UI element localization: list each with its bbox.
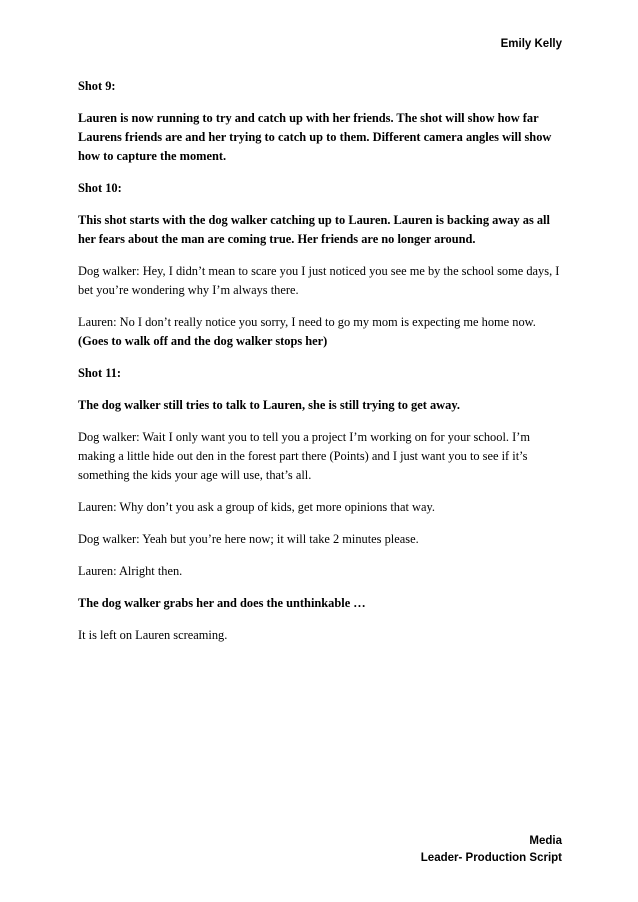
shot10-description: This shot starts with the dog walker catching up to Lauren. Lauren is backing away as all her fears about the man are coming true. Her friends are no longer around. xyxy=(78,213,550,246)
shot9-description: Lauren is now running to try and catch up with her friends. The shot will show how far Laurens friends are and her trying to catch up to them. Different camera angles will show how to capture the moment. xyxy=(78,111,552,163)
shot11-description: The dog walker still tries to talk to Lauren, she is still trying to get away. xyxy=(78,398,460,412)
footer-line-2: Leader- Production Script xyxy=(420,852,562,864)
script-body xyxy=(78,77,564,658)
dialogue-dog-walker-1: Dog walker: Hey, I didn’t mean to scare you I just noticed you see me by the school some days, I bet you’re wondering why I’m always there. xyxy=(78,264,560,297)
footer xyxy=(421,833,562,867)
stage-direction-2: The dog walker grabs her and does the unthinkable … xyxy=(78,596,366,610)
shot9-heading: Shot 9: xyxy=(78,79,116,93)
dialogue-lauren-2: Lauren: Why don’t you ask a group of kids, get more opinions that way. xyxy=(78,500,435,514)
dialogue-lauren-3: Lauren: Alright then. xyxy=(78,564,183,578)
dialogue-dog-walker-3: Dog walker: Yeah but you’re here now; it will take 2 minutes please. xyxy=(78,532,419,546)
header-author: Emily Kelly xyxy=(500,38,562,50)
footer-line-1: Media xyxy=(529,835,562,847)
dialogue-lauren-1: Lauren: No I don’t really notice you sorry, I need to go my mom is expecting me home now. xyxy=(78,315,536,329)
stage-direction-1: (Goes to walk off and the dog walker stops her) xyxy=(78,334,328,348)
closing-line: It is left on Lauren screaming. xyxy=(78,628,228,642)
dialogue-dog-walker-2: Dog walker: Wait I only want you to tell you a project I’m working on for your school. I’m making a little hide out den in the forest part there (Points) and I just want you to see if it’s something the kids your age will use, that’s all. xyxy=(78,430,530,482)
shot11-heading: Shot 11: xyxy=(78,366,122,380)
shot10-heading: Shot 10: xyxy=(78,181,122,195)
